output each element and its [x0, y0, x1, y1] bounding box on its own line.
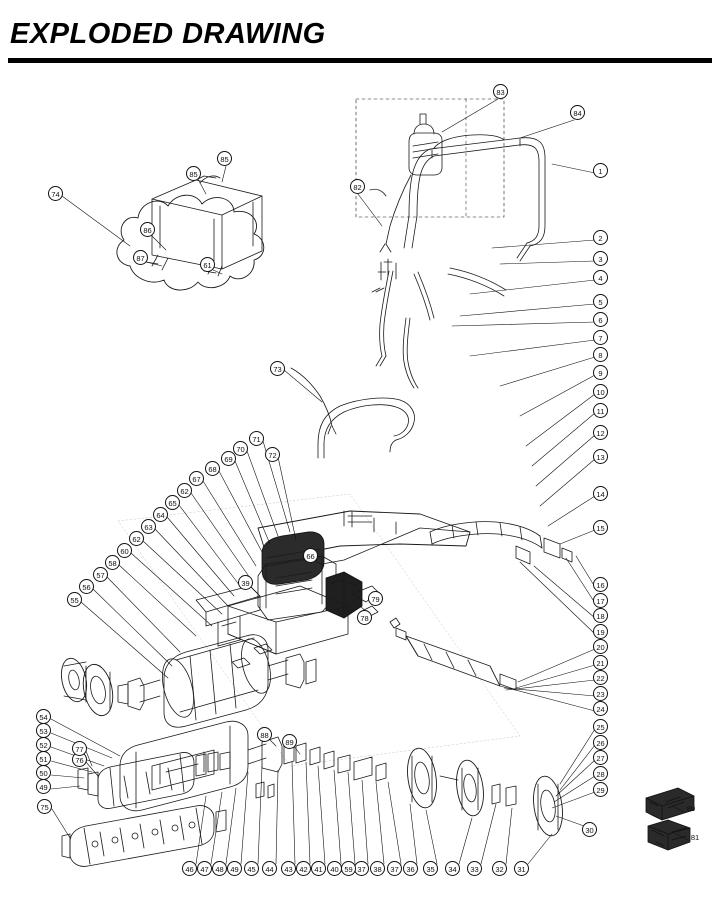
- callout-marker: 88: [257, 727, 272, 742]
- callout-marker: 50: [36, 765, 51, 780]
- callout-marker: 2: [593, 230, 608, 245]
- callout-marker: 59: [341, 861, 356, 876]
- callout-marker: 65: [165, 495, 180, 510]
- callout-marker: 38: [370, 861, 385, 876]
- callout-marker: 44: [262, 861, 277, 876]
- callout-marker: 19: [593, 624, 608, 639]
- callout-marker: 55: [67, 592, 82, 607]
- callout-marker: 29: [593, 782, 608, 797]
- callout-marker: 10: [593, 384, 608, 399]
- callout-marker: 62: [177, 483, 192, 498]
- callout-marker: 56: [79, 579, 94, 594]
- callout-marker: 86: [140, 222, 155, 237]
- callout-marker: 64: [153, 507, 168, 522]
- callout-marker: 20: [593, 639, 608, 654]
- callout-marker: 33: [467, 861, 482, 876]
- callout-marker: 75: [37, 799, 52, 814]
- callout-marker: 83: [493, 84, 508, 99]
- callout-marker: 39: [238, 575, 253, 590]
- callout-marker: 60: [117, 543, 132, 558]
- callout-marker: 69: [221, 451, 236, 466]
- callout-marker: 11: [593, 403, 608, 418]
- callout-marker: 81: [690, 833, 700, 842]
- callout-marker: 46: [182, 861, 197, 876]
- callout-marker: 84: [570, 105, 585, 120]
- callout-marker: 4: [593, 270, 608, 285]
- callout-marker: 18: [593, 608, 608, 623]
- callout-marker: 40: [327, 861, 342, 876]
- callout-marker: 72: [265, 447, 280, 462]
- callout-marker: 26: [593, 735, 608, 750]
- callout-marker: 53: [36, 723, 51, 738]
- callout-marker: 8: [593, 347, 608, 362]
- callout-marker: 42: [296, 861, 311, 876]
- callout-marker: 35: [423, 861, 438, 876]
- callout-marker: 28: [593, 766, 608, 781]
- callout-marker: 58: [105, 555, 120, 570]
- callout-marker: 71: [249, 431, 264, 446]
- callout-marker: 23: [593, 686, 608, 701]
- callout-marker: 78: [357, 610, 372, 625]
- callout-marker: 15: [593, 520, 608, 535]
- diagram-area: [0, 66, 720, 901]
- callout-marker: 61: [200, 257, 215, 272]
- callout-marker: 32: [492, 861, 507, 876]
- callout-marker: 27: [593, 750, 608, 765]
- callout-marker: 73: [270, 361, 285, 376]
- callout-marker: 24: [593, 701, 608, 716]
- callout-marker: 51: [36, 751, 51, 766]
- callout-marker: 66: [303, 548, 318, 563]
- callout-marker: 68: [205, 461, 220, 476]
- callout-marker: 41: [311, 861, 326, 876]
- callout-marker: 13: [593, 449, 608, 464]
- callout-marker: 14: [593, 486, 608, 501]
- callout-marker: 7: [593, 330, 608, 345]
- callout-marker: 9: [593, 365, 608, 380]
- callout-marker: 70: [233, 441, 248, 456]
- callout-marker: 37: [387, 861, 402, 876]
- callout-marker: 49: [227, 861, 242, 876]
- callout-marker: 6: [593, 312, 608, 327]
- callout-marker: 63: [141, 519, 156, 534]
- callout-marker: 85: [186, 166, 201, 181]
- callout-marker: 34: [445, 861, 460, 876]
- callout-marker: 31: [514, 861, 529, 876]
- callout-marker: 74: [48, 186, 63, 201]
- callout-marker: 37: [354, 861, 369, 876]
- callout-marker: 12: [593, 425, 608, 440]
- callout-marker: 25: [593, 719, 608, 734]
- callout-marker: 77: [72, 741, 87, 756]
- callout-marker: 62: [129, 531, 144, 546]
- callout-marker: 17: [593, 593, 608, 608]
- callout-marker: 80: [686, 804, 696, 813]
- callout-marker: 21: [593, 655, 608, 670]
- callout-marker: 57: [93, 567, 108, 582]
- callout-marker: 89: [282, 734, 297, 749]
- callout-marker: 22: [593, 670, 608, 685]
- callout-marker: 3: [593, 251, 608, 266]
- callout-marker: 54: [36, 709, 51, 724]
- page-title: EXPLODED DRAWING: [10, 18, 326, 50]
- callout-marker: 47: [197, 861, 212, 876]
- callout-marker: 1: [593, 163, 608, 178]
- title-divider: [8, 58, 712, 63]
- callout-marker: 45: [244, 861, 259, 876]
- callout-marker: 52: [36, 737, 51, 752]
- callout-marker: 49: [36, 779, 51, 794]
- callout-marker: 30: [582, 822, 597, 837]
- callout-marker: 85: [217, 151, 232, 166]
- callout-marker: 76: [72, 752, 87, 767]
- callout-marker: 82: [350, 179, 365, 194]
- callout-marker: 16: [593, 577, 608, 592]
- callout-marker: 48: [212, 861, 227, 876]
- callout-marker: 87: [133, 250, 148, 265]
- callout-marker: 36: [403, 861, 418, 876]
- callout-marker: 5: [593, 294, 608, 309]
- callout-marker: 79: [368, 591, 383, 606]
- callout-marker: 67: [189, 471, 204, 486]
- callout-marker: 43: [281, 861, 296, 876]
